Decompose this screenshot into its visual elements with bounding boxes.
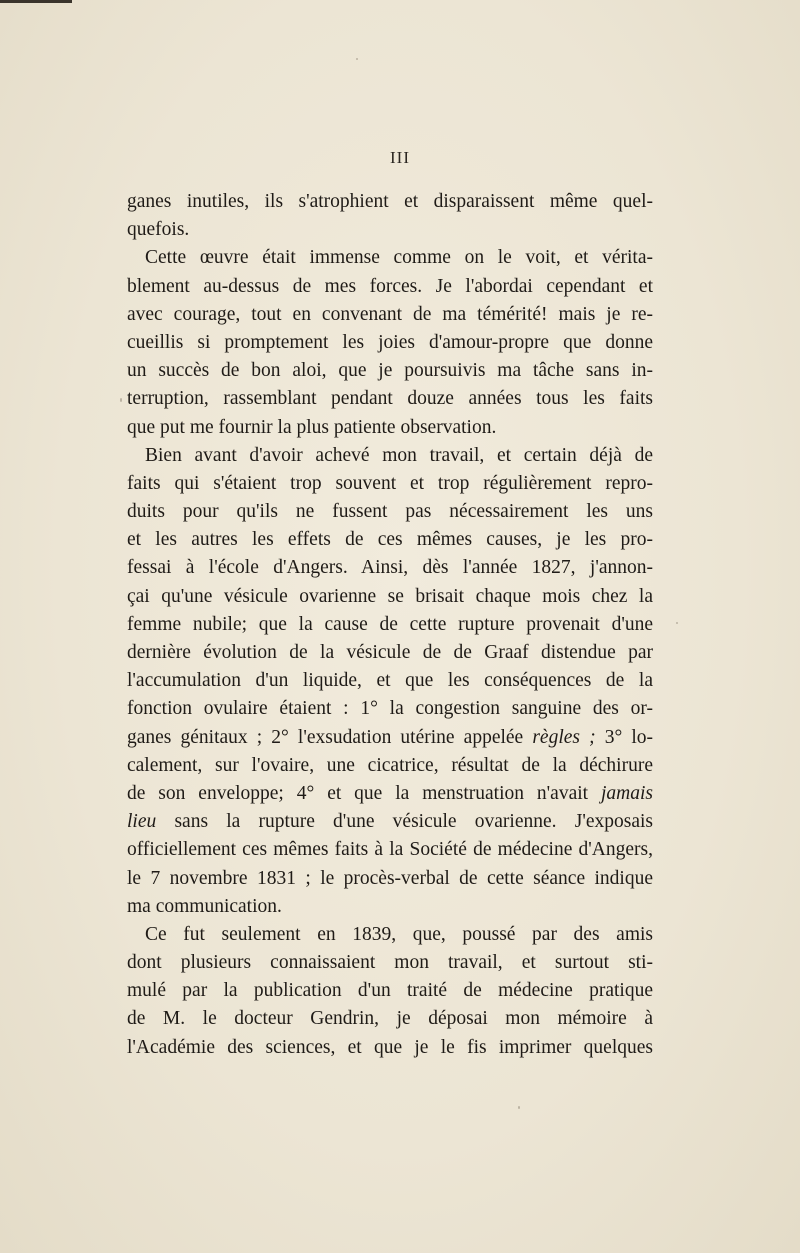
text-line: calement, sur l'ovaire, une cicatrice, résultat de la déchirure [127, 754, 653, 776]
italic-text: lieu [127, 811, 157, 833]
text-line: et les autres les effets de ces mêmes causes, je les pro- [127, 529, 653, 551]
italic-text: règles ; [532, 726, 596, 748]
text-segment: de son enveloppe; 4° et que la menstruation n'avait [127, 782, 601, 804]
text-line: Bien avant d'avoir achevé mon travail, et certain déjà de [145, 444, 653, 466]
text-line: officiellement ces mêmes faits à la Société de médecine d'Angers, [127, 839, 653, 861]
text-segment: sans la rupture d'une vésicule ovarienne. J'exposais [156, 811, 653, 833]
page-number: III [390, 148, 410, 167]
text-segment: 3° lo- [595, 726, 653, 748]
text-line: l'accumulation d'un liquide, et que les conséquences de la [127, 670, 653, 692]
text-line: Ce fut seulement en 1839, que, poussé par des amis [145, 923, 653, 945]
text-line: avec courage, tout en convenant de ma témérité! mais je re- [127, 303, 653, 325]
text-line [127, 724, 653, 752]
text-line: l'Académie des sciences, et que je le fis imprimer quelques [127, 1036, 653, 1058]
text-segment: ganes génitaux ; 2° l'exsudation utérine appelée [127, 726, 533, 748]
top-edge-rule [0, 0, 72, 3]
paper-speck [356, 58, 358, 60]
text-line: dernière évolution de la vésicule de de Graaf distendue par [127, 642, 653, 663]
text-line: ganes inutiles, ils s'atrophient et disparaissent même quel- [127, 191, 653, 212]
text-line [127, 808, 653, 836]
text-line: faits qui s'étaient trop souvent et trop régulièrement repro- [127, 472, 653, 494]
text-line: que put me fournir la plus patiente observation. [127, 416, 497, 438]
italic-text: jamais [600, 782, 653, 804]
text-line: un succès de bon aloi, que je poursuivis ma tâche sans in- [127, 360, 653, 382]
text-line: mulé par la publication d'un traité de médecine pratique [127, 980, 653, 1002]
text-line: ma communication. [127, 895, 282, 917]
paper-speck [676, 622, 678, 624]
text-line: dont plusieurs connaissaient mon travail, et surtout sti- [127, 952, 653, 974]
text-line: le 7 novembre 1831 ; le procès-verbal de cette séance indique [127, 867, 653, 889]
text-line: Cette œuvre était immense comme on le voit, et vérita- [145, 247, 653, 269]
text-line: femme nubile; que la cause de cette rupture provenait d'une [127, 613, 653, 635]
text-line: duits pour qu'ils ne fussent pas nécessairement les uns [127, 501, 653, 523]
text-line: blement au-dessus de mes forces. Je l'abordai cependant et [127, 275, 653, 297]
text-line: çai qu'une vésicule ovarienne se brisait chaque mois chez la [127, 585, 653, 607]
text-line [127, 780, 653, 808]
body-text [127, 188, 653, 1062]
text-line: quefois. [127, 219, 190, 241]
text-line: terruption, rassemblant pendant douze années tous les faits [127, 388, 653, 410]
text-line: de M. le docteur Gendrin, je déposai mon mémoire à [127, 1008, 653, 1030]
text-line: fessai à l'école d'Angers. Ainsi, dès l'année 1827, j'annon- [127, 557, 653, 579]
text-line: fonction ovulaire étaient : 1° la congestion sanguine des or- [127, 698, 653, 720]
paper-speck [120, 398, 122, 402]
paper-speck [518, 1106, 520, 1109]
text-line: cueillis si promptement les joies d'amour-propre que donne [127, 331, 653, 353]
